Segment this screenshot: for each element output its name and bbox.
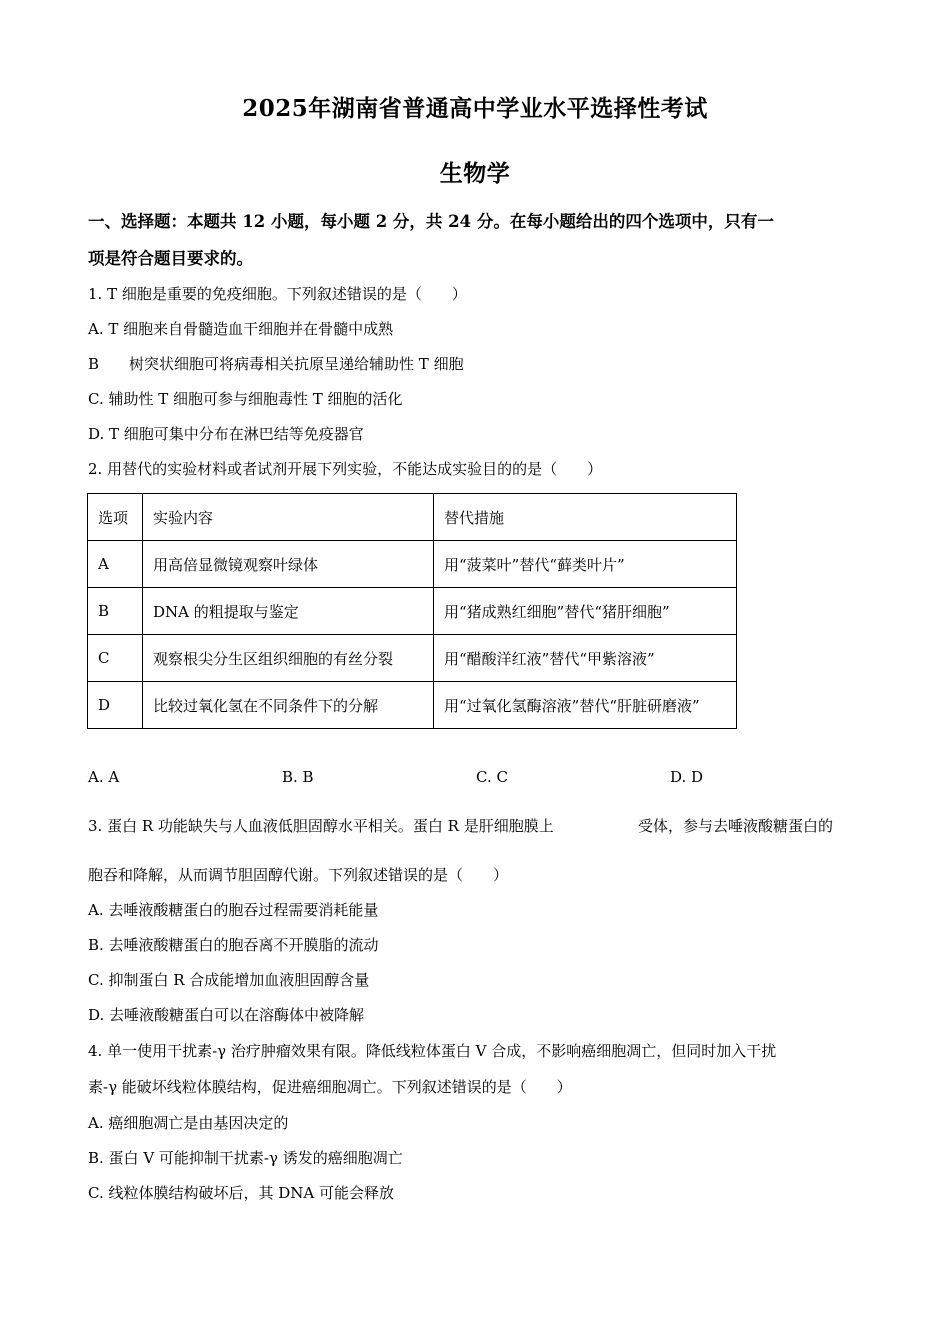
q3-stem-line2: 胞吞和降解，从而调节胆固醇代谢。下列叙述错误的是（ ）	[88, 866, 509, 884]
q2-stem: 2. 用替代的实验材料或者试剂开展下列实验，不能达成实验目的的是（ ）	[88, 460, 603, 478]
table-header-cell: 选项	[88, 494, 143, 541]
table-cell: D	[88, 682, 143, 729]
q4-option-b: B. 蛋白 V 可能抑制干扰素-γ 诱发的癌细胞凋亡	[88, 1149, 403, 1167]
q3-option-d: D. 去唾液酸糖蛋白可以在溶酶体中被降解	[88, 1006, 365, 1024]
q1-option-a: A. T 细胞来自骨髓造血干细胞并在骨髓中成熟	[88, 320, 394, 338]
table-row	[88, 588, 737, 635]
q3-stem-part2: 受体，参与去唾液酸糖蛋白的	[638, 817, 834, 835]
table-row	[88, 541, 737, 588]
table-cell: C	[88, 635, 143, 682]
table-cell: 用“菠菜叶”替代“藓类叶片”	[434, 541, 737, 588]
section-heading-cont: 项是符合题目要求的。	[88, 249, 253, 268]
table-cell: A	[88, 541, 143, 588]
table-row	[88, 635, 737, 682]
q1-option-b: B 树突状细胞可将病毒相关抗原呈递给辅助性 T 细胞	[88, 355, 464, 373]
q4-stem-line1: 4. 单一使用干扰素-γ 治疗肿瘤效果有限。降低线粒体蛋白 V 合成，不影响癌细胞凋亡，但同时加入干扰	[88, 1042, 777, 1060]
q2-table	[87, 493, 737, 729]
table-cell: 用“过氧化氢酶溶液”替代“肝脏研磨液”	[434, 682, 737, 729]
q2-option-b: B. B	[282, 768, 314, 786]
q4-option-a: A. 癌细胞凋亡是由基因决定的	[88, 1114, 289, 1132]
q1-option-c: C. 辅助性 T 细胞可参与细胞毒性 T 细胞的活化	[88, 390, 403, 408]
table-cell: 用高倍显微镜观察叶绿体	[143, 541, 434, 588]
q1-stem: 1. T 细胞是重要的免疫细胞。下列叙述错误的是（ ）	[88, 285, 467, 303]
table-cell: 比较过氧化氢在不同条件下的分解	[143, 682, 434, 729]
q3-option-b: B. 去唾液酸糖蛋白的胞吞离不开膜脂的流动	[88, 936, 379, 954]
table-row	[88, 682, 737, 729]
q1-option-d: D. T 细胞可集中分布在淋巴结等免疫器官	[88, 425, 364, 443]
table-cell: 观察根尖分生区组织细胞的有丝分裂	[143, 635, 434, 682]
table-cell: B	[88, 588, 143, 635]
exam-title: 2025年湖南省普通高中学业水平选择性考试	[242, 95, 708, 122]
q3-stem-part1: 3. 蛋白 R 功能缺失与人血液低胆固醇水平相关。蛋白 R 是肝细胞膜上	[88, 817, 554, 835]
q3-option-c: C. 抑制蛋白 R 合成能增加血液胆固醇含量	[88, 971, 370, 989]
table-header-row	[88, 494, 737, 541]
section-heading: 一、选择题：本题共 12 小题，每小题 2 分，共 24 分。在每小题给出的四个选项中，只有一	[88, 212, 774, 231]
table-cell: DNA 的粗提取与鉴定	[143, 588, 434, 635]
q4-stem-line2: 素-γ 能破坏线粒体膜结构，促进癌细胞凋亡。下列叙述错误的是（ ）	[88, 1078, 572, 1096]
table-cell: 用“猪成熟红细胞”替代“猪肝细胞”	[434, 588, 737, 635]
q4-option-c: C. 线粒体膜结构破坏后，其 DNA 可能会释放	[88, 1184, 395, 1202]
table-cell: 用“醋酸洋红液”替代“甲紫溶液”	[434, 635, 737, 682]
table-header-cell: 实验内容	[143, 494, 434, 541]
q2-option-c: C. C	[476, 768, 508, 786]
table-header-cell: 替代措施	[434, 494, 737, 541]
q2-option-d: D. D	[670, 768, 704, 786]
q2-option-a: A. A	[88, 768, 120, 786]
q3-option-a: A. 去唾液酸糖蛋白的胞吞过程需要消耗能量	[88, 901, 379, 919]
subject-title: 生物学	[439, 160, 511, 187]
